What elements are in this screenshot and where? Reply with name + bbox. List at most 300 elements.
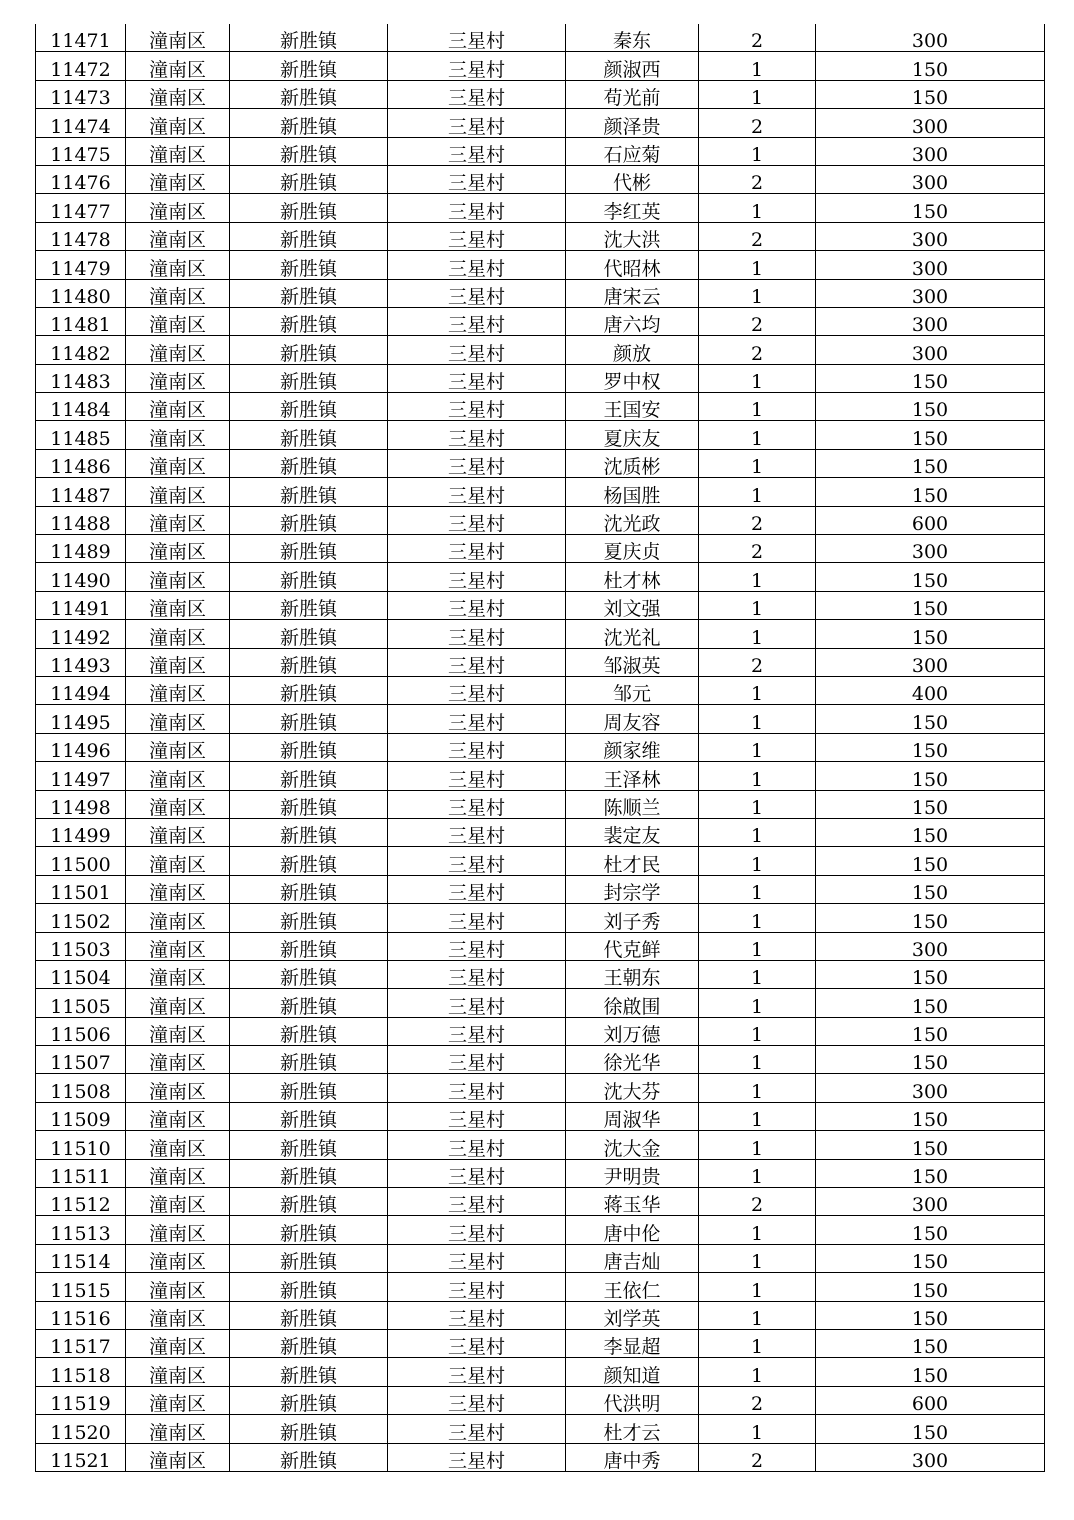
table-row [36,762,1045,790]
serial-number-cell: 11498 [36,790,126,818]
name-cell: 邹淑英 [566,648,699,676]
serial-number-cell: 11520 [36,1415,126,1443]
amount-cell: 150 [816,762,1045,790]
town-cell: 新胜镇 [230,1443,388,1471]
village-cell: 三星村 [388,1273,566,1301]
amount-cell: 150 [816,705,1045,733]
table-body [36,24,1045,1471]
name-cell: 唐中秀 [566,1443,699,1471]
serial-number-cell: 11504 [36,960,126,988]
count-cell: 1 [699,563,816,591]
district-cell: 潼南区 [126,1358,230,1386]
name-cell: 尹明贵 [566,1159,699,1187]
name-cell: 周淑华 [566,1102,699,1130]
district-cell: 潼南区 [126,24,230,52]
district-cell: 潼南区 [126,762,230,790]
name-cell: 邹元 [566,676,699,704]
amount-cell: 150 [816,52,1045,80]
town-cell: 新胜镇 [230,1386,388,1414]
amount-cell: 300 [816,336,1045,364]
district-cell: 潼南区 [126,307,230,335]
table-row [36,1159,1045,1187]
table-row [36,421,1045,449]
amount-cell: 150 [816,194,1045,222]
amount-cell: 150 [816,1046,1045,1074]
village-cell: 三星村 [388,989,566,1017]
district-cell: 潼南区 [126,194,230,222]
table-row [36,1443,1045,1471]
village-cell: 三星村 [388,24,566,52]
name-cell: 沈光礼 [566,620,699,648]
count-cell: 1 [699,137,816,165]
amount-cell: 300 [816,251,1045,279]
table-row [36,24,1045,52]
table-row [36,648,1045,676]
count-cell: 1 [699,1244,816,1272]
amount-cell: 150 [816,620,1045,648]
town-cell: 新胜镇 [230,1329,388,1357]
count-cell: 1 [699,1358,816,1386]
town-cell: 新胜镇 [230,52,388,80]
village-cell: 三星村 [388,591,566,619]
table-row [36,705,1045,733]
table-row [36,932,1045,960]
serial-number-cell: 11481 [36,307,126,335]
name-cell: 王朝东 [566,960,699,988]
serial-number-cell: 11488 [36,506,126,534]
town-cell: 新胜镇 [230,960,388,988]
table-row [36,478,1045,506]
district-cell: 潼南区 [126,506,230,534]
amount-cell: 150 [816,904,1045,932]
name-cell: 苟光前 [566,80,699,108]
amount-cell: 150 [816,1216,1045,1244]
town-cell: 新胜镇 [230,1273,388,1301]
district-cell: 潼南区 [126,1131,230,1159]
serial-number-cell: 11505 [36,989,126,1017]
count-cell: 2 [699,1386,816,1414]
name-cell: 夏庆友 [566,421,699,449]
count-cell: 1 [699,449,816,477]
district-cell: 潼南区 [126,535,230,563]
amount-cell: 150 [816,733,1045,761]
district-cell: 潼南区 [126,364,230,392]
serial-number-cell: 11496 [36,733,126,761]
village-cell: 三星村 [388,932,566,960]
serial-number-cell: 11519 [36,1386,126,1414]
table-row [36,222,1045,250]
amount-cell: 150 [816,478,1045,506]
village-cell: 三星村 [388,478,566,506]
serial-number-cell: 11487 [36,478,126,506]
amount-cell: 150 [816,1415,1045,1443]
table-row [36,847,1045,875]
amount-cell: 150 [816,847,1045,875]
name-cell: 杜才云 [566,1415,699,1443]
district-cell: 潼南区 [126,1415,230,1443]
name-cell: 唐吉灿 [566,1244,699,1272]
count-cell: 2 [699,307,816,335]
name-cell: 代洪明 [566,1386,699,1414]
count-cell: 1 [699,421,816,449]
town-cell: 新胜镇 [230,194,388,222]
table-row [36,875,1045,903]
amount-cell: 400 [816,676,1045,704]
name-cell: 周友容 [566,705,699,733]
count-cell: 1 [699,847,816,875]
count-cell: 2 [699,109,816,137]
amount-cell: 150 [816,393,1045,421]
district-cell: 潼南区 [126,1074,230,1102]
amount-cell: 150 [816,875,1045,903]
name-cell: 代彬 [566,165,699,193]
town-cell: 新胜镇 [230,506,388,534]
village-cell: 三星村 [388,336,566,364]
village-cell: 三星村 [388,705,566,733]
count-cell: 1 [699,194,816,222]
name-cell: 代昭林 [566,251,699,279]
count-cell: 1 [699,705,816,733]
table-row [36,1017,1045,1045]
village-cell: 三星村 [388,1102,566,1130]
serial-number-cell: 11494 [36,676,126,704]
village-cell: 三星村 [388,393,566,421]
district-cell: 潼南区 [126,109,230,137]
amount-cell: 300 [816,109,1045,137]
table-row [36,989,1045,1017]
town-cell: 新胜镇 [230,563,388,591]
name-cell: 李红英 [566,194,699,222]
town-cell: 新胜镇 [230,251,388,279]
table-row [36,1102,1045,1130]
town-cell: 新胜镇 [230,1102,388,1130]
village-cell: 三星村 [388,960,566,988]
village-cell: 三星村 [388,1301,566,1329]
count-cell: 1 [699,279,816,307]
amount-cell: 300 [816,932,1045,960]
village-cell: 三星村 [388,194,566,222]
name-cell: 刘文强 [566,591,699,619]
village-cell: 三星村 [388,790,566,818]
town-cell: 新胜镇 [230,307,388,335]
name-cell: 杜才民 [566,847,699,875]
name-cell: 杨国胜 [566,478,699,506]
table-row [36,563,1045,591]
amount-cell: 300 [816,1188,1045,1216]
town-cell: 新胜镇 [230,222,388,250]
town-cell: 新胜镇 [230,1188,388,1216]
town-cell: 新胜镇 [230,24,388,52]
serial-number-cell: 11477 [36,194,126,222]
village-cell: 三星村 [388,733,566,761]
name-cell: 唐六均 [566,307,699,335]
serial-number-cell: 11500 [36,847,126,875]
amount-cell: 300 [816,24,1045,52]
amount-cell: 150 [816,1301,1045,1329]
village-cell: 三星村 [388,307,566,335]
serial-number-cell: 11483 [36,364,126,392]
serial-number-cell: 11510 [36,1131,126,1159]
village-cell: 三星村 [388,1074,566,1102]
serial-number-cell: 11501 [36,875,126,903]
table-row [36,279,1045,307]
serial-number-cell: 11473 [36,80,126,108]
name-cell: 王依仁 [566,1273,699,1301]
table-row [36,109,1045,137]
village-cell: 三星村 [388,222,566,250]
count-cell: 1 [699,762,816,790]
district-cell: 潼南区 [126,1273,230,1301]
count-cell: 2 [699,648,816,676]
village-cell: 三星村 [388,676,566,704]
table-row [36,194,1045,222]
name-cell: 封宗学 [566,875,699,903]
village-cell: 三星村 [388,620,566,648]
serial-number-cell: 11513 [36,1216,126,1244]
amount-cell: 300 [816,137,1045,165]
town-cell: 新胜镇 [230,478,388,506]
amount-cell: 150 [816,364,1045,392]
village-cell: 三星村 [388,421,566,449]
count-cell: 1 [699,989,816,1017]
amount-cell: 150 [816,818,1045,846]
amount-cell: 150 [816,421,1045,449]
count-cell: 2 [699,24,816,52]
name-cell: 颜家维 [566,733,699,761]
town-cell: 新胜镇 [230,1074,388,1102]
count-cell: 2 [699,506,816,534]
name-cell: 杜才林 [566,563,699,591]
amount-cell: 600 [816,506,1045,534]
serial-number-cell: 11506 [36,1017,126,1045]
count-cell: 1 [699,790,816,818]
table-row [36,52,1045,80]
count-cell: 1 [699,676,816,704]
table-row [36,506,1045,534]
town-cell: 新胜镇 [230,279,388,307]
amount-cell: 150 [816,1358,1045,1386]
amount-cell: 300 [816,1443,1045,1471]
town-cell: 新胜镇 [230,733,388,761]
count-cell: 2 [699,1188,816,1216]
serial-number-cell: 11516 [36,1301,126,1329]
town-cell: 新胜镇 [230,336,388,364]
district-cell: 潼南区 [126,1188,230,1216]
serial-number-cell: 11508 [36,1074,126,1102]
serial-number-cell: 11521 [36,1443,126,1471]
table-row [36,1131,1045,1159]
amount-cell: 300 [816,648,1045,676]
village-cell: 三星村 [388,137,566,165]
town-cell: 新胜镇 [230,676,388,704]
name-cell: 徐啟围 [566,989,699,1017]
village-cell: 三星村 [388,1244,566,1272]
name-cell: 颜知道 [566,1358,699,1386]
table-row [36,904,1045,932]
data-table [35,24,1045,1472]
table-row [36,1216,1045,1244]
village-cell: 三星村 [388,563,566,591]
amount-cell: 300 [816,535,1045,563]
serial-number-cell: 11486 [36,449,126,477]
district-cell: 潼南区 [126,620,230,648]
village-cell: 三星村 [388,165,566,193]
town-cell: 新胜镇 [230,1131,388,1159]
name-cell: 刘子秀 [566,904,699,932]
name-cell: 颜淑西 [566,52,699,80]
table-row [36,1273,1045,1301]
village-cell: 三星村 [388,875,566,903]
serial-number-cell: 11475 [36,137,126,165]
count-cell: 2 [699,336,816,364]
district-cell: 潼南区 [126,449,230,477]
count-cell: 1 [699,904,816,932]
serial-number-cell: 11474 [36,109,126,137]
count-cell: 1 [699,1102,816,1130]
district-cell: 潼南区 [126,648,230,676]
village-cell: 三星村 [388,1216,566,1244]
village-cell: 三星村 [388,1046,566,1074]
name-cell: 王泽林 [566,762,699,790]
count-cell: 2 [699,1443,816,1471]
town-cell: 新胜镇 [230,393,388,421]
village-cell: 三星村 [388,1386,566,1414]
town-cell: 新胜镇 [230,1046,388,1074]
table-row [36,307,1045,335]
town-cell: 新胜镇 [230,1301,388,1329]
name-cell: 刘万德 [566,1017,699,1045]
count-cell: 1 [699,875,816,903]
village-cell: 三星村 [388,1329,566,1357]
name-cell: 沈质彬 [566,449,699,477]
table-row [36,364,1045,392]
count-cell: 1 [699,52,816,80]
district-cell: 潼南区 [126,279,230,307]
town-cell: 新胜镇 [230,762,388,790]
count-cell: 1 [699,1216,816,1244]
district-cell: 潼南区 [126,478,230,506]
district-cell: 潼南区 [126,336,230,364]
district-cell: 潼南区 [126,1244,230,1272]
village-cell: 三星村 [388,1188,566,1216]
serial-number-cell: 11485 [36,421,126,449]
town-cell: 新胜镇 [230,364,388,392]
table-row [36,1046,1045,1074]
count-cell: 1 [699,818,816,846]
district-cell: 潼南区 [126,563,230,591]
name-cell: 代克鲜 [566,932,699,960]
district-cell: 潼南区 [126,393,230,421]
table-row [36,960,1045,988]
village-cell: 三星村 [388,1443,566,1471]
count-cell: 1 [699,932,816,960]
district-cell: 潼南区 [126,705,230,733]
district-cell: 潼南区 [126,847,230,875]
serial-number-cell: 11490 [36,563,126,591]
count-cell: 1 [699,1046,816,1074]
district-cell: 潼南区 [126,52,230,80]
table-row [36,733,1045,761]
district-cell: 潼南区 [126,421,230,449]
name-cell: 陈顺兰 [566,790,699,818]
town-cell: 新胜镇 [230,932,388,960]
village-cell: 三星村 [388,1131,566,1159]
village-cell: 三星村 [388,1358,566,1386]
name-cell: 王国安 [566,393,699,421]
district-cell: 潼南区 [126,80,230,108]
town-cell: 新胜镇 [230,1358,388,1386]
town-cell: 新胜镇 [230,535,388,563]
count-cell: 1 [699,251,816,279]
count-cell: 1 [699,1074,816,1102]
town-cell: 新胜镇 [230,705,388,733]
amount-cell: 150 [816,1102,1045,1130]
name-cell: 夏庆贞 [566,535,699,563]
serial-number-cell: 11512 [36,1188,126,1216]
amount-cell: 150 [816,563,1045,591]
table-row [36,1386,1045,1414]
table-row [36,336,1045,364]
village-cell: 三星村 [388,818,566,846]
name-cell: 徐光华 [566,1046,699,1074]
district-cell: 潼南区 [126,989,230,1017]
village-cell: 三星村 [388,506,566,534]
name-cell: 唐宋云 [566,279,699,307]
serial-number-cell: 11514 [36,1244,126,1272]
district-cell: 潼南区 [126,1046,230,1074]
serial-number-cell: 11489 [36,535,126,563]
table-row [36,449,1045,477]
serial-number-cell: 11495 [36,705,126,733]
amount-cell: 300 [816,165,1045,193]
village-cell: 三星村 [388,449,566,477]
amount-cell: 300 [816,1074,1045,1102]
district-cell: 潼南区 [126,1159,230,1187]
name-cell: 颜放 [566,336,699,364]
name-cell: 唐中伦 [566,1216,699,1244]
district-cell: 潼南区 [126,904,230,932]
district-cell: 潼南区 [126,1017,230,1045]
serial-number-cell: 11472 [36,52,126,80]
village-cell: 三星村 [388,1415,566,1443]
town-cell: 新胜镇 [230,847,388,875]
district-cell: 潼南区 [126,1102,230,1130]
district-cell: 潼南区 [126,1443,230,1471]
serial-number-cell: 11502 [36,904,126,932]
name-cell: 沈大洪 [566,222,699,250]
district-cell: 潼南区 [126,790,230,818]
amount-cell: 150 [816,80,1045,108]
table-row [36,1415,1045,1443]
village-cell: 三星村 [388,535,566,563]
district-cell: 潼南区 [126,960,230,988]
serial-number-cell: 11484 [36,393,126,421]
table-row [36,80,1045,108]
district-cell: 潼南区 [126,251,230,279]
amount-cell: 150 [816,1131,1045,1159]
amount-cell: 150 [816,960,1045,988]
serial-number-cell: 11480 [36,279,126,307]
serial-number-cell: 11511 [36,1159,126,1187]
district-cell: 潼南区 [126,1301,230,1329]
town-cell: 新胜镇 [230,80,388,108]
district-cell: 潼南区 [126,165,230,193]
serial-number-cell: 11492 [36,620,126,648]
district-cell: 潼南区 [126,875,230,903]
town-cell: 新胜镇 [230,421,388,449]
count-cell: 1 [699,620,816,648]
district-cell: 潼南区 [126,1329,230,1357]
